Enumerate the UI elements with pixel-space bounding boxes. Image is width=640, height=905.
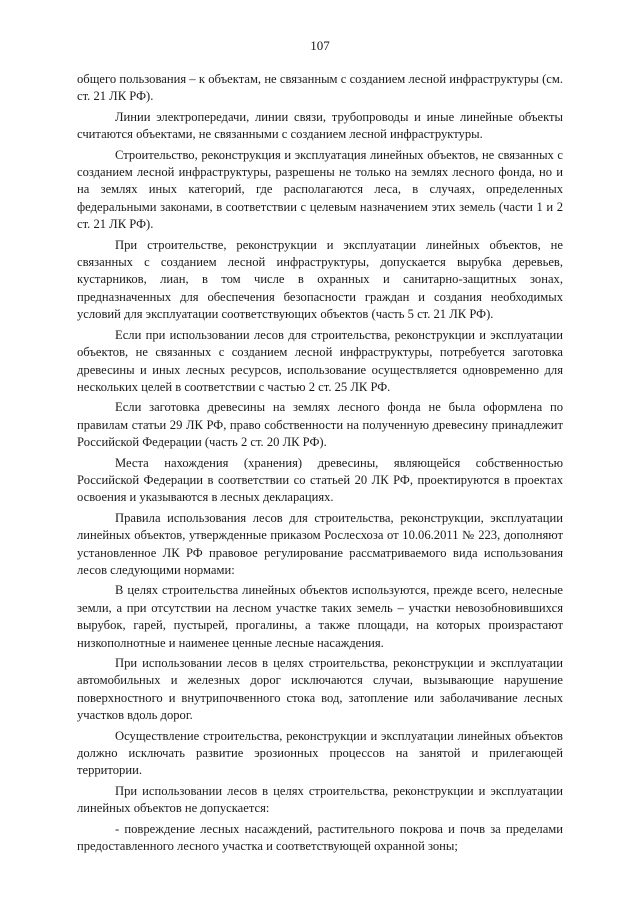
paragraph: - повреждение лесных насаждений, растительного покрова и почв за пределами предоставленного лесного участка и соответствующей охранной зоны; (77, 821, 563, 854)
paragraph: При использовании лесов в целях строительства, реконструкции и эксплуатации линейных объектов не допускается: (77, 783, 563, 816)
paragraph: При строительстве, реконструкции и эксплуатации линейных объектов, не связанных с созданием лесной инфраструктуры, допускается вырубка деревьев, кустарников, лиан, в том числе в охранных и санитарно-защитных зонах, предназначенных для обеспечения безопасности граждан и создания необходимых условий для эксплуатации соответствующих объектов (часть 5 ст. 21 ЛК РФ). (77, 237, 563, 322)
paragraph: В целях строительства линейных объектов используются, прежде всего, нелесные земли, а при отсутствии на лесном участке таких земель – участки невозобновившихся вырубок, гарей, пустырей, прогалины, а также площади, на которых произрастают низкополнотные и наименее ценные лесные насаждения. (77, 583, 563, 650)
paragraph: При использовании лесов в целях строительства, реконструкции и эксплуатации автомобильных и железных дорог исключаются случаи, вызывающие нарушение поверхностного и внутрипочвенного стока вод, затопление или заболачивание лесных участков вдоль дорог. (77, 656, 563, 723)
document-body (77, 71, 563, 855)
paragraph: Места нахождения (хранения) древесины, являющейся собственностью Российской Федерации в соответствии со статьей 20 ЛК РФ, проектируются в проектах освоения и указываются в лесных декларациях. (77, 455, 563, 505)
paragraph: Правила использования лесов для строительства, реконструкции, эксплуатации линейных объектов, утвержденные приказом Рослесхоза от 10.06.2011 № 223, дополняют установленное ЛК РФ правовое регулирование рассматриваемого вида использования лесов следующими нормами: (77, 510, 563, 577)
paragraph: Если заготовка древесины на землях лесного фонда не была оформлена по правилам статьи 29 ЛК РФ, право собственности на полученную древесину принадлежит Российской Федерации (часть 2 ст. 20 ЛК РФ). (77, 400, 563, 450)
paragraph: Если при использовании лесов для строительства, реконструкции и эксплуатации объектов, не связанных с созданием лесной инфраструктуры, потребуется заготовка древесины и иных лесных ресурсов, использование осуществляется одновременно для нескольких целей в соответствии с частью 2 ст. 25 ЛК РФ. (77, 327, 563, 394)
paragraph: Строительство, реконструкция и эксплуатация линейных объектов, не связанных с созданием лесной инфраструктуры, разрешены не только на землях лесного фонда, но и на землях иных категорий, где располагаются леса, в случаях, определенных федеральными законами, в соответствии с целевым назначением этих земель (части 1 и 2 ст. 21 ЛК РФ). (77, 147, 563, 232)
page-number: 107 (310, 38, 330, 53)
paragraph: Осуществление строительства, реконструкции и эксплуатации линейных объектов должно исключать развитие эрозионных процессов на занятой и прилегающей территории. (77, 728, 563, 778)
paragraph: Линии электропередачи, линии связи, трубопроводы и иные линейные объекты считаются объектами, не связанными с созданием лесной инфраструктуры. (77, 109, 563, 142)
paragraph: общего пользования – к объектам, не связанным с созданием лесной инфраструктуры (см. ст. 21 ЛК РФ). (77, 72, 563, 104)
